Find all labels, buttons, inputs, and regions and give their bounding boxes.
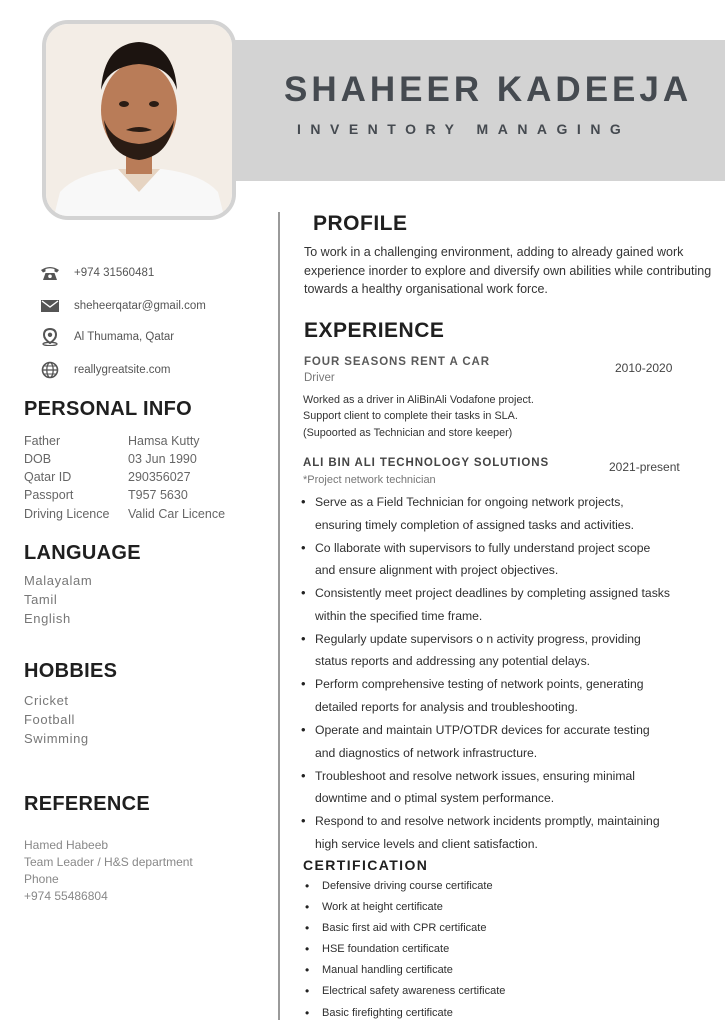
certification-item: • Defensive driving course certificate [304,876,505,897]
profile-photo [42,20,236,220]
email-address[interactable]: sheheerqatar@gmail.com [74,300,206,312]
contact-email [40,296,206,316]
duty-line: and diagnostics of network infrastructure. [315,745,538,760]
header-band [235,40,725,181]
job-years: 2010-2020 [615,361,673,375]
job-description-line: Support client to complete their tasks in SLA. [303,410,518,422]
location-pin-icon [40,328,60,346]
reference-heading: REFERENCE [24,793,151,815]
job-description-line: Worked as a driver in AliBinAli Vodafone project. [303,394,534,406]
duty-line: and ensure alignment with project objectives. [315,563,559,578]
job-role: Driver [304,372,335,384]
duty-line: Regularly update supervisors o n activity progress, providing [315,631,641,646]
contact-website [40,360,171,380]
certification-heading: CERTIFICATION [303,857,429,873]
reference-line: Phone [24,872,59,886]
column-divider [278,212,280,1020]
duty-item [300,628,710,674]
info-value: 03 Jun 1990 [128,452,197,466]
certification-item: • Work at height certificate [304,897,505,918]
experience-heading: EXPERIENCE [304,319,445,342]
job-description-line: (Supoorted as Technician and store keeper) [303,427,513,439]
info-value: T957 5630 [128,488,188,502]
certification-item: • Basic firefighting certificate [304,1003,505,1024]
certification-item: • Manual handling certificate [304,960,505,981]
info-label: DOB [24,452,52,466]
duty-line: Respond to and resolve network incidents promptly, maintaining [315,814,660,829]
duty-line: downtime and o ptimal system performance. [315,791,555,806]
duty-line: status reports and addressing any potential delays. [315,654,591,669]
info-value: Hamsa Kutty [128,434,200,448]
mail-icon [40,297,60,315]
phone-icon [40,264,60,282]
certification-item: • Electrical safety awareness certificate [304,981,505,1002]
language-item: English [24,611,71,626]
duties-list [300,491,710,856]
duty-line: Serve as a Field Technician for ongoing network projects, [315,495,624,509]
certification-list [304,876,505,1024]
phone-number: +974 31560481 [74,267,155,279]
info-value: Valid Car Licence [128,507,226,521]
profile-text: To work in a challenging environment, adding to already gained work experience inorder to explore and diversify own abilities while contributing towards a healthy organisational work force. [304,245,712,296]
certification-item: • HSE foundation certificate [304,939,505,960]
info-label: Qatar ID [24,470,72,484]
job-role: *Project network technician [303,474,436,486]
contact-location [40,327,174,347]
duty-line: high service levels and client satisfaction. [315,836,538,851]
duty-line: Operate and maintain UTP/OTDR devices for accurate testing [315,722,650,737]
reference-line: +974 55486804 [24,889,108,903]
reference-line: Hamed Habeeb [24,838,109,852]
duty-item [300,537,710,583]
certification-item: • Basic first aid with CPR certificate [304,918,505,939]
applicant-job-title: INVENTORY MANAGING [297,121,631,137]
personal-info-heading: PERSONAL INFO [24,398,192,420]
hobby-item: Cricket [24,693,69,708]
hobby-item: Swimming [24,731,89,746]
duty-item [300,491,710,537]
reference-line: Team Leader / H&S department [24,855,193,869]
hobbies-heading: HOBBIES [24,660,118,682]
info-label: Passport [24,488,74,502]
profile-heading: PROFILE [313,212,408,235]
profile-photo-image [46,24,232,216]
website-link[interactable]: reallygreatsite.com [74,364,171,376]
info-value: 290356027 [128,470,191,484]
duty-line: ensuring timely completion of assigned tasks and activities. [315,517,635,532]
duty-line: Co llaborate with supervisors to fully understand project scope [315,540,651,555]
duty-item [300,719,710,765]
hobby-item: Football [24,712,76,727]
duty-line: Troubleshoot and resolve network issues, ensuring minimal [315,768,635,783]
language-item: Tamil [24,592,58,607]
duty-item [300,810,710,856]
company-name: ALI BIN ALI TECHNOLOGY SOLUTIONS [303,457,550,469]
duty-item [300,582,710,628]
contact-phone [40,263,154,283]
duty-line: within the specified time frame. [315,608,483,623]
duty-item [300,673,710,719]
duty-line: Perform comprehensive testing of network points, generating [315,677,644,692]
info-label: Driving Licence [24,507,110,521]
info-label: Father [24,434,61,448]
duty-line: Consistently meet project deadlines by completing assigned tasks [315,586,670,601]
location-text: Al Thumama, Qatar [74,331,175,343]
duty-line: detailed reports for analysis and troubleshooting. [315,699,578,714]
language-item: Malayalam [24,573,93,588]
job-years: 2021-present [609,460,680,474]
globe-icon [40,361,60,379]
company-name: FOUR SEASONS RENT A CAR [304,356,490,368]
applicant-name: SHAHEER KADEEJA [284,70,693,109]
language-heading: LANGUAGE [24,542,141,564]
duty-item [300,765,710,811]
